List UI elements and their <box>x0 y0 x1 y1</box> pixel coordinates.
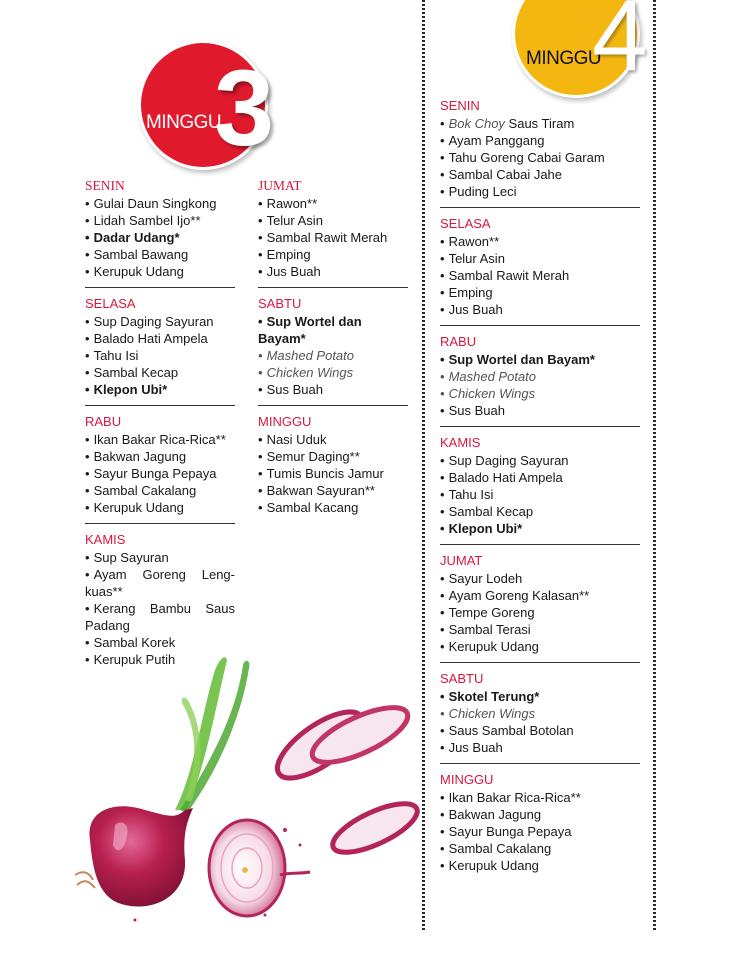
dotted-divider-right <box>653 0 656 930</box>
menu-item: • Telur Asin <box>440 250 640 267</box>
day-section-sabtu <box>440 670 640 764</box>
menu-item: • Emping <box>440 284 640 301</box>
menu-item: • Sambal Korek <box>85 634 235 651</box>
menu-item: • Sup Wortel dan Bayam* <box>258 313 368 347</box>
menu-item: • Gulai Daun Singkong <box>85 195 235 212</box>
week-4-column <box>440 97 640 888</box>
day-heading: RABU <box>85 414 122 429</box>
menu-item: • Ayam Goreng Leng-kuas** <box>85 566 235 600</box>
menu-item: • Kerupuk Udang <box>85 499 235 516</box>
menu-item: • Sayur Bunga Pepaya <box>85 465 235 482</box>
menu-item: • Saus Sambal Botolan <box>440 722 640 739</box>
menu-item: • Sambal Kacang <box>258 499 408 516</box>
menu-item: • Kerupuk Udang <box>440 638 640 655</box>
menu-item: • Bakwan Jagung <box>440 806 640 823</box>
menu-item: • Lidah Sambel Ijo** <box>85 212 235 229</box>
day-section-minggu <box>258 413 408 523</box>
badge-number: 3 <box>214 47 275 168</box>
menu-item: • Sup Wortel dan Bayam* <box>440 351 640 368</box>
day-section-senin <box>440 97 640 208</box>
menu-item: • Sambal Rawit Merah <box>258 229 408 246</box>
day-section-jumat <box>258 177 408 288</box>
menu-item: • Tahu Isi <box>85 347 235 364</box>
menu-item: • Balado Hati Ampela <box>85 330 235 347</box>
day-section-rabu <box>440 333 640 427</box>
menu-item: • Puding Leci <box>440 183 640 200</box>
menu-item: • Sambal Kecap <box>85 364 235 381</box>
day-heading: RABU <box>440 334 477 349</box>
menu-item: • Mashed Potato <box>440 368 640 385</box>
day-section-minggu <box>440 771 640 881</box>
menu-item: • Balado Hati Ampela <box>440 469 640 486</box>
menu-item: • Jus Buah <box>440 739 640 756</box>
menu-item: • Ikan Bakar Rica-Rica** <box>440 789 640 806</box>
menu-item: • Kerang Bambu Saus Padang <box>85 600 235 634</box>
menu-item: • Sus Buah <box>440 402 640 419</box>
menu-item: • Chicken Wings <box>440 385 640 402</box>
day-heading: JUMAT <box>258 178 302 193</box>
menu-item: • Sambal Cakalang <box>85 482 235 499</box>
menu-item: • Tempe Goreng <box>440 604 640 621</box>
menu-item: • Semur Daging** <box>258 448 408 465</box>
menu-item: • Chicken Wings <box>258 364 408 381</box>
menu-item: • Klepon Ubi* <box>440 520 640 537</box>
day-heading: SELASA <box>85 296 136 311</box>
menu-item: • Tahu Goreng Cabai Garam <box>440 149 640 166</box>
menu-item: • Sayur Lodeh <box>440 570 640 587</box>
menu-item: • Rawon** <box>440 233 640 250</box>
menu-item: • Sup Daging Sayuran <box>85 313 235 330</box>
day-section-selasa <box>440 215 640 326</box>
day-section-jumat <box>440 552 640 663</box>
menu-item: • Skotel Terung* <box>440 688 640 705</box>
menu-item: • Sup Sayuran <box>85 549 235 566</box>
menu-item: • Sambal Terasi <box>440 621 640 638</box>
menu-item: • Sus Buah <box>258 381 408 398</box>
menu-item: • Chicken Wings <box>440 705 640 722</box>
badge-word: MINGGU <box>146 112 222 133</box>
day-section-rabu <box>85 413 235 524</box>
menu-item: • Sambal Kecap <box>440 503 640 520</box>
menu-item: • Mashed Potato <box>258 347 408 364</box>
day-section-senin <box>85 177 235 288</box>
menu-item: • Sambal Bawang <box>85 246 235 263</box>
menu-item: • Kerupuk Putih <box>85 651 235 668</box>
week-3-badge <box>138 40 278 180</box>
day-section-sabtu <box>258 295 408 406</box>
day-heading: MINGGU <box>258 414 312 429</box>
day-heading: SENIN <box>440 98 480 113</box>
menu-item: • Jus Buah <box>440 301 640 318</box>
day-heading: KAMIS <box>440 435 481 450</box>
menu-item: • Ikan Bakar Rica-Rica** <box>85 431 235 448</box>
menu-item: • Ayam Panggang <box>440 132 640 149</box>
day-heading: SABTU <box>258 296 302 311</box>
menu-item: • Sup Daging Sayuran <box>440 452 640 469</box>
menu-item: • Bok Choy Saus Tiram <box>440 115 640 132</box>
day-section-selasa <box>85 295 235 406</box>
menu-item: • Kerupuk Udang <box>440 857 640 874</box>
menu-item: • Emping <box>258 246 408 263</box>
day-heading: SENIN <box>85 178 125 193</box>
week-3-column-2 <box>258 177 408 530</box>
menu-item: • Rawon** <box>258 195 408 212</box>
week-3-column-1 <box>85 177 235 682</box>
menu-item: • Kerupuk Udang <box>85 263 235 280</box>
menu-item: • Bakwan Sayuran** <box>258 482 408 499</box>
menu-item: • Jus Buah <box>258 263 408 280</box>
day-heading: SELASA <box>440 216 491 231</box>
menu-item: • Klepon Ubi* <box>85 381 235 398</box>
menu-item: • Sambal Cabai Jahe <box>440 166 640 183</box>
day-heading: KAMIS <box>85 532 126 547</box>
menu-item: • Sambal Cakalang <box>440 840 640 857</box>
day-heading: SABTU <box>440 671 484 686</box>
menu-item: • Bakwan Jagung <box>85 448 235 465</box>
dotted-divider-left <box>422 0 425 930</box>
menu-item: • Ayam Goreng Kalasan** <box>440 587 640 604</box>
menu-item: • Sambal Rawit Merah <box>440 267 640 284</box>
menu-item: • Tumis Buncis Jamur <box>258 465 408 482</box>
menu-item: • Sayur Bunga Pepaya <box>440 823 640 840</box>
menu-item: • Telur Asin <box>258 212 408 229</box>
menu-item: • Dadar Udang* <box>85 229 235 246</box>
day-heading: JUMAT <box>440 553 483 568</box>
week-4-badge <box>512 0 662 110</box>
badge-number: 4 <box>592 0 648 92</box>
menu-item: • Nasi Uduk <box>258 431 408 448</box>
day-section-kamis <box>440 434 640 545</box>
menu-item: • Tahu Isi <box>440 486 640 503</box>
badge-word: MINGGU <box>526 48 602 69</box>
day-heading: MINGGU <box>440 772 494 787</box>
menu-item-italic-part: Bok Choy <box>448 116 505 131</box>
onion-illustration <box>75 650 420 930</box>
